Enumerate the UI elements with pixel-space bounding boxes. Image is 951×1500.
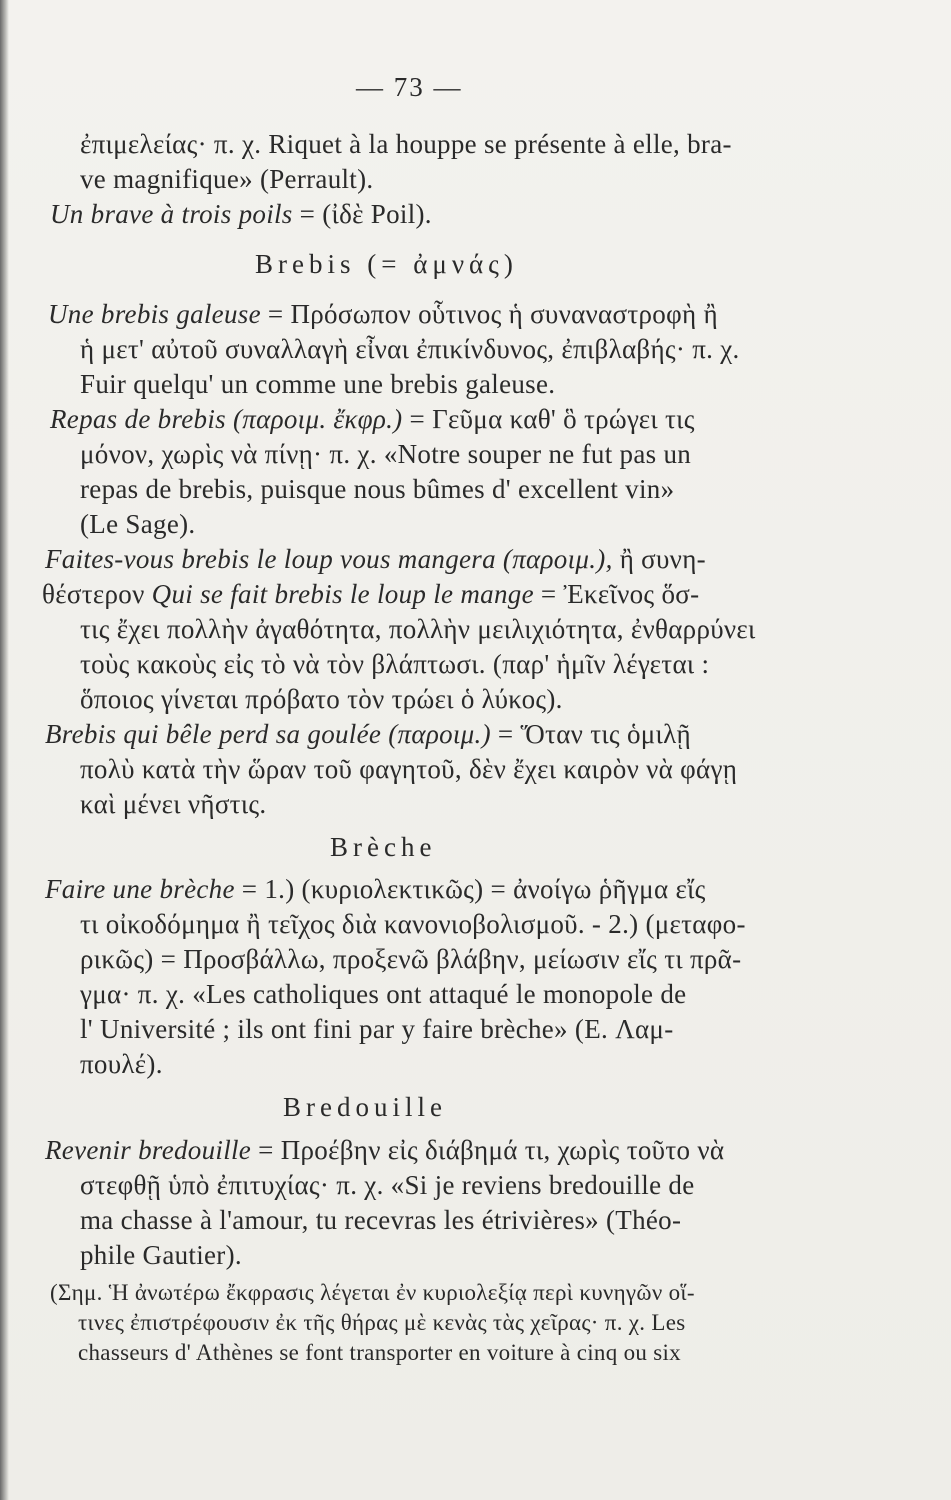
page-number: — 73 — [356,72,463,102]
text-line: l' Université ; ils ont fini par y faire brèche» (E. Λαμ- [80,1014,674,1044]
text-line: Fuir quelqu' un comme une brebis galeuse. [80,369,556,399]
phrase-term: Faire une brèche [45,874,235,904]
text-line: πολὺ κατὰ τὴν ὥραν τοῦ φαγητοῦ, δὲν ἔχει καιρὸν νὰ φάγῃ [80,754,738,784]
text-line: ἡ μετ' αὐτοῦ συναλλαγὴ εἶναι ἐπικίνδυνος, ἐπιβλαβής· π. χ. [80,334,740,364]
text-line: ἐπιμελείας· π. χ. Riquet à la houppe se présente à elle, bra- [80,129,732,159]
phrase-term: Une brebis galeuse [48,299,261,329]
phrase-term: Brebis qui bêle perd sa goulée (παροιμ.) [45,719,491,749]
text-line: πουλέ). [80,1049,163,1079]
definition-text: θέστερον [42,579,152,609]
text-line: μόνον, χωρὶς νὰ πίνῃ· π. χ. «Notre souper ne fut pas un [80,439,692,469]
text-line: καὶ μένει νῆστις. [80,789,267,819]
entry-line [45,542,706,576]
entry-line [50,197,432,231]
entry-line [48,297,718,331]
entry-line [42,577,699,611]
entry-line [45,1133,724,1167]
phrase-term: Faites-vous brebis le loup vous mangera (παροιμ.), [45,544,613,574]
definition-text: = Πρόσωπον οὗτινος ἡ συναναστροφὴ ἢ [260,299,718,329]
phrase-term: Revenir bredouille [45,1135,252,1165]
text-line: ρικῶς) = Προσβάλλω, προξενῶ βλάβην, μείωσιν εἴς τι πρᾶ- [80,944,742,974]
text-line: (Le Sage). [80,509,196,539]
section-heading-bredouille: Bredouille [283,1092,447,1122]
entry-line [45,717,691,751]
text-line: ma chasse à l'amour, tu recevras les étrivières» (Théo- [80,1205,682,1235]
definition-text: = Γεῦμα καθ' ὃ τρώγει τις [402,404,695,434]
entry-line [50,402,695,436]
definition-text: ἢ συνη- [612,544,706,574]
note-line: τινες ἐπιστρέφουσιν ἐκ τῆς θήρας μὲ κενὰς τὰς χεῖρας· π. χ. Les [78,1310,686,1335]
text-line: στεφθῇ ὑπὸ ἐπιτυχίας· π. χ. «Si je reviens bredouille de [80,1170,695,1200]
text-line: ὅποιος γίνεται πρόβατο τὸν τρώει ὁ λύκος). [80,684,563,714]
text-line: τοὺς κακοὺς εἰς τὸ νὰ τὸν βλάπτωσι. (παρ' ἡμῖν λέγεται : [80,649,710,679]
entry-line [45,872,706,906]
text-line: repas de brebis, puisque nous bûmes d' excellent vin» [80,474,675,504]
text-line: phile Gautier). [80,1240,242,1270]
text-line: ve magnifique» (Perrault). [80,164,374,194]
definition-text: = 1.) (κυριολεκτικῶς) = ἀνοίγω ῥῆγμα εἴς [234,874,706,904]
definition-text: = Προέβην εἰς διάβημά τι, χωρὶς τοῦτο νὰ [251,1135,725,1165]
definition-text: = (ἰδὲ Poil). [292,199,432,229]
text-line: γμα· π. χ. «Les catholiques ont attaqué le monopole de [80,979,687,1009]
text-line: τι οἰκοδόμημα ἢ τεῖχος διὰ κανονιοβολισμοῦ. - 2.) (μεταφο- [80,909,746,939]
section-heading-brebis: Brebis (= ἀμνάς) [255,249,518,279]
phrase-term: Un brave à trois poils [50,199,293,229]
phrase-term: Qui se fait brebis le loup le mange [151,579,534,609]
definition-text: = Ὅταν τις ὁμιλῇ [490,719,691,749]
section-heading-breche: Brèche [330,832,437,862]
note-line: (Σημ. Ἡ ἀνωτέρω ἔκφρασις λέγεται ἐν κυριολεξίᾳ περὶ κυνηγῶν οἵ- [50,1280,695,1305]
definition-text: = Ἐκεῖνος ὅσ- [533,579,700,609]
text-line: τις ἔχει πολλὴν ἀγαθότητα, πολλὴν μειλιχιότητα, ἐνθαρρύνει [80,614,756,644]
note-line: chasseurs d' Athènes se font transporter en voiture à cinq ou six [78,1340,681,1365]
phrase-term: Repas de brebis (παροιμ. ἔκφρ.) [50,404,403,434]
